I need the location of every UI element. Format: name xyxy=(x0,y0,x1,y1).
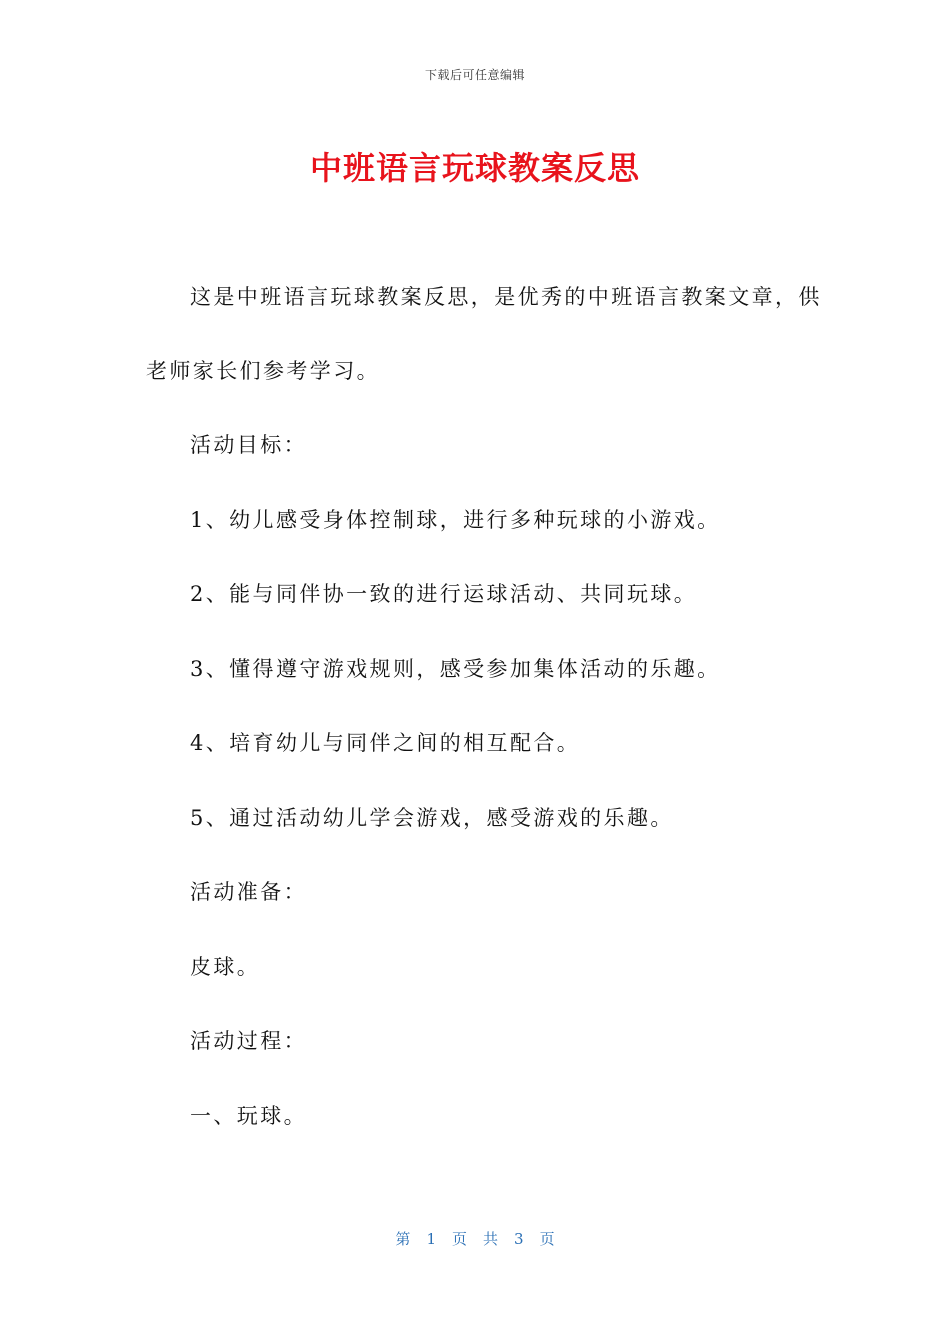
goal-item-3: 3、懂得遵守游戏规则，感受参加集体活动的乐趣。 xyxy=(190,657,721,681)
page-footer xyxy=(0,1228,950,1249)
header-note: 下载后可任意编辑 xyxy=(424,68,525,82)
intro-paragraph-line-2: 老师家长们参考学习。 xyxy=(146,359,380,383)
intro-paragraph-line-1: 这是中班语言玩球教案反思，是优秀的中班语言教案文章，供 xyxy=(190,285,822,309)
goal-item-2: 2、能与同伴协一致的进行运球活动、共同玩球。 xyxy=(190,582,698,606)
goal-item-5: 5、通过活动幼儿学会游戏，感受游戏的乐趣。 xyxy=(190,806,674,830)
footer-total-pages: 3 xyxy=(514,1230,524,1248)
footer-total-label: 共 xyxy=(483,1230,499,1248)
footer-page-end: 页 xyxy=(539,1230,555,1248)
footer-current-page: 1 xyxy=(426,1230,436,1248)
goal-item-4: 4、培育幼儿与同伴之间的相互配合。 xyxy=(190,731,581,755)
preparation-heading: 活动准备： xyxy=(190,880,307,904)
footer-page-label: 第 xyxy=(395,1230,411,1248)
goal-item-1: 1、幼儿感受身体控制球，进行多种玩球的小游戏。 xyxy=(190,508,721,532)
process-step-1: 一、玩球。 xyxy=(190,1104,307,1128)
footer-page-sep: 页 xyxy=(451,1230,467,1248)
process-heading: 活动过程： xyxy=(190,1029,307,1053)
goals-heading: 活动目标： xyxy=(190,433,307,457)
document-title: 中班语言玩球教案反思 xyxy=(309,149,640,187)
preparation-item: 皮球。 xyxy=(190,955,261,979)
